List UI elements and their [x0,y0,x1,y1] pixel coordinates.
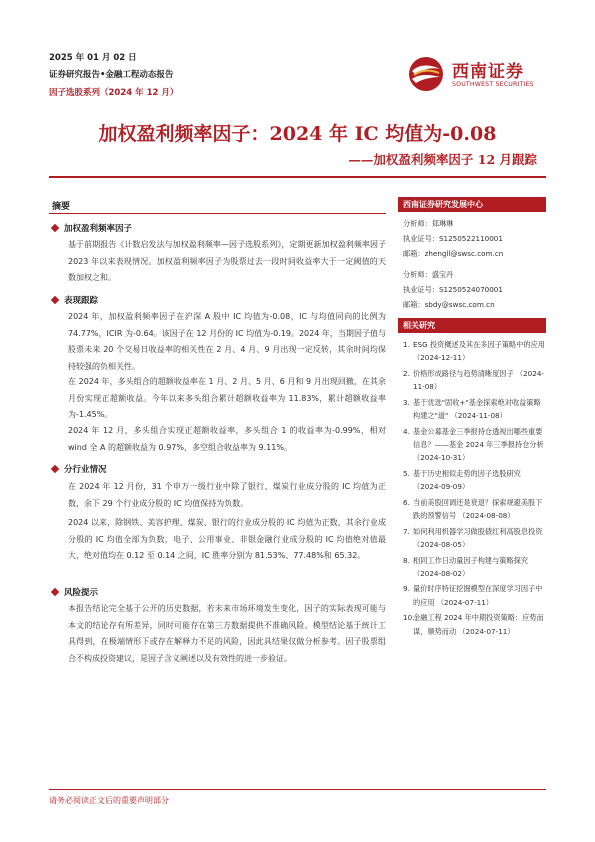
section-title: 风险提示 [64,588,99,598]
analyst-card [398,216,546,261]
item-number: 3. [403,397,410,407]
section-title: 分行业情况 [64,465,107,475]
item-number: 8. [403,555,410,565]
list-item[interactable] [398,367,546,393]
page-subtitle: ——加权盈利频率因子 12 月跟踪 [348,152,537,167]
list-item[interactable] [398,467,546,493]
logo-name-en: SOUTHWEST SECURITIES [452,81,534,88]
diamond-bullet-icon [51,588,59,596]
sidebar [398,197,546,640]
analyst-email[interactable]: 邮箱：zhengll@swsc.com.cn [403,249,504,258]
item-number: 6. [403,497,410,507]
abstract-label: 摘要 [52,202,71,212]
paragraph: 2024 以来，除钢铁、美容护理、煤炭、银行的行业成分股的 IC 均值为正数，其余行业成分股的 IC 均值全部为负数，电子、公用事业、非银金融行业成分股的 IC 均值绝对值最大，绝对值均在 0.12 至 0.14 之间，IC 胜率分别为 81.53%、77.48%和 65.32。 [68,518,386,561]
item-text: 如何利用机器学习做股债红利高股息投资 （2024-08-05） [413,526,543,549]
diamond-bullet-icon [51,465,59,473]
paragraph: 本报告结论完全基于公开的历史数据，若未来市场环境发生变化，因子的实际表现可能与本文的结论存有所差异，同时可能存在第三方数据提供不准确风险。模型结论基于统计工具得到，在极端情形下或存在解释力不足的风险，因此具结果仅做分析参考。因子股票组合不构成投资建议，是因子含义阐述以及有效性的进一步验证。 [68,604,386,663]
report-type: 证券研究报告•金融工程动态报告 [49,70,174,80]
analyst-card [398,267,546,312]
section-body [68,423,386,456]
analyst-name: 分析师：盛宝丹 [403,270,454,279]
paragraph: 基于前期报告《计数启发法与加权盈利频率—因子选股系列》，定期更新加权盈利频率因子 2023 年以来表现情况。加权盈利频率因子为股票过去一段时间收益率大于一定阈值的天数加权之和。 [68,240,386,283]
paragraph: 在 2024 年，多头组合的超额收益率在 1 月、2 月、5 月、6 月和 9 月出现回撤，在其余月份实现正超额收益。今年以来多头组合累计超额收益率为 11.83%，累计超额收益率为-1.45%。 [68,377,386,420]
section-body [68,374,386,424]
footer-disclaimer: 请务必阅读正文后的重要声明部分 [49,796,169,805]
item-text: ESG 投资概述及其在多因子策略中的应用 （2024-12-11） [413,340,545,363]
analyst-cert: 执业证号：S1250524070001 [403,285,503,294]
diamond-bullet-icon [51,224,59,232]
section-body [68,479,386,512]
item-number: 5. [403,468,410,478]
item-number: 10. [403,613,415,623]
logo-name-cn: 西南证券 [452,62,524,82]
swirl-logo-icon [406,55,446,93]
section-heading [52,586,98,598]
list-item[interactable] [398,396,546,422]
title-divider [49,176,546,178]
report-series: 因子选股系列（2024 年 12 月） [49,88,179,98]
analyst-email[interactable]: 邮箱：sbdy@swsc.com.cn [403,300,495,309]
page-title: 加权盈利频率因子：2024 年 IC 均值为-0.08 [98,123,497,145]
report-date: 2025 年 01 月 02 日 [49,53,137,63]
item-number: 1. [403,340,410,349]
section-heading [52,463,107,475]
section-body [68,601,386,667]
item-number: 7. [403,526,410,536]
item-text: 基于历史相似走势的因子选股研究 （2024-09-09） [413,468,521,492]
list-item[interactable] [398,525,546,551]
related-research-list [398,338,546,638]
section-body [68,309,386,375]
item-text: 基金公募基金三季报持仓透视出哪些重要信息？——基金 2024 年三季报持仓分析 （2024-10-31） [413,426,544,463]
item-text: 相同工作日动量因子构建与策略探究 （2024-08-02） [413,555,529,578]
section-title: 表现跟踪 [64,296,99,306]
list-item[interactable] [398,611,546,637]
paragraph: 2024 年 12 月，多头组合实现正超额收益率，多头组合 1 的收益率为-0.99%，相对 wind 全 A 的超额收益为 0.97%，多空组合收益率为 9.11%。 [68,426,386,452]
analyst-name: 分析师：郑琳琳 [403,219,454,228]
analyst-cert: 执业证号：S1250522110001 [403,234,503,243]
section-heading [52,294,98,306]
item-text: 当前美股回调还是衰退？探索规避美股下跌的预警信号 （2024-08-08） [413,497,543,520]
item-number: 2. [403,368,410,378]
item-number: 9. [403,584,410,594]
list-item[interactable] [398,425,546,465]
footer-divider [49,789,546,790]
item-number: 4. [403,426,410,436]
section-body [68,237,386,287]
section-body [68,515,386,565]
company-logo [406,55,556,95]
item-text: 基于优选"固收+"基金探索绝对收益策略构建之"道" （2024-11-08） [413,397,541,421]
paragraph: 2024 年，加权盈利频率因子在沪深 A 股中 IC 均值为-0.08，IC 与均值同向的比例为 74.77%，ICIR 为-0.64。该因子在 12 月份的 IC 均值为-0.19。2024 年，当期因子值与股票未来 20 个交易日收益率的相关性在 2 月、4 月、9 月出现一定反转，其余时间均保持较强的负相关性。 [68,312,386,371]
diamond-bullet-icon [51,296,59,304]
item-text: 量价时序特征挖掘模型在深度学习因子中的应用 （2024-07-11） [413,584,543,607]
item-text: 金融工程 2024 年中期投资策略：应势而谋，顺势而动 （2024-07-11） [413,613,544,636]
list-item[interactable] [398,338,546,364]
list-item[interactable] [398,496,546,522]
section-title: 加权盈利频率因子 [64,224,133,234]
paragraph: 在 2024 年 12 月份，31 个申万一级行业中除了银行、煤炭行业成分股的 IC 均值为正数，余下 29 个行业成分股的 IC 均值保持为负数。 [68,482,386,508]
related-research-title: 相关研究 [398,318,546,333]
list-item[interactable] [398,554,546,580]
research-center-title: 西南证券研究发展中心 [398,197,546,212]
item-text: 价格形成路径与趋势清晰度因子 （2024-11-08） [413,368,544,392]
abstract-divider [49,213,386,214]
list-item[interactable] [398,582,546,608]
section-heading [52,222,132,234]
